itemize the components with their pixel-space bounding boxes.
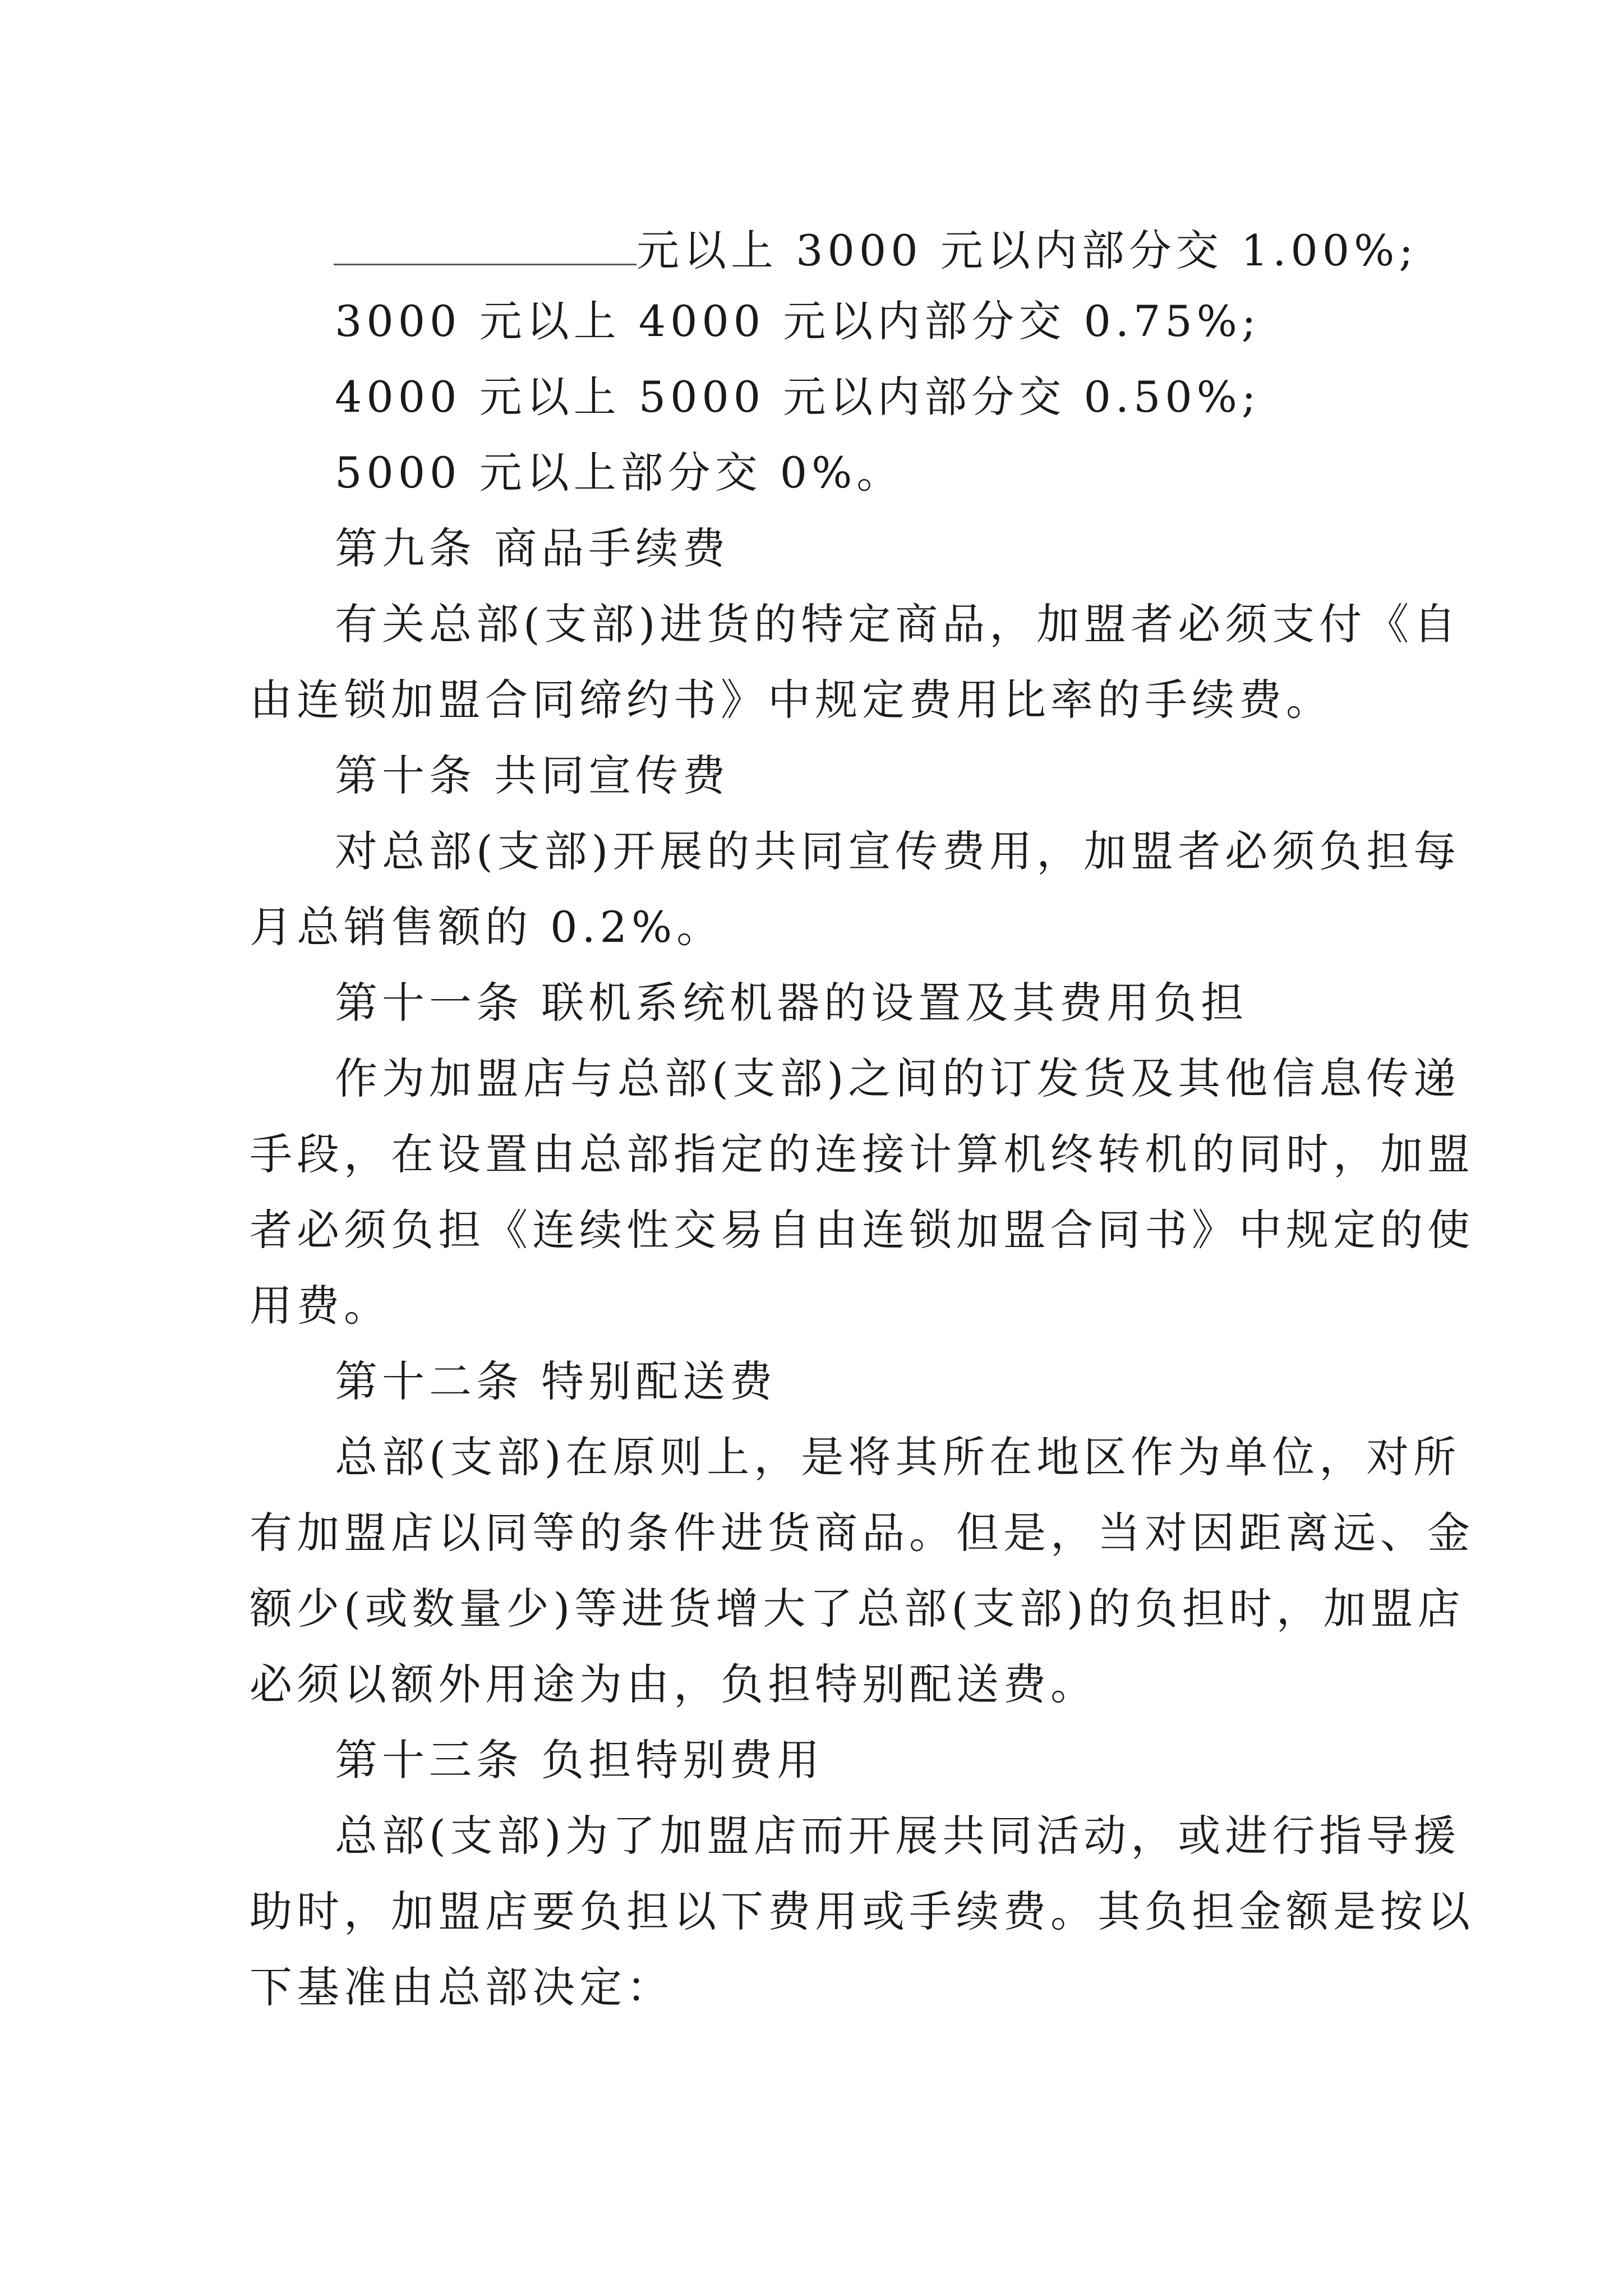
article-13-line-2: 助时，加盟店要负担以下费用或手续费。其负担金额是按以 [250,1887,1474,1936]
article-9-heading: 第九条 商品手续费 [335,523,730,573]
article-12-line-1: 总部(支部)在原则上，是将其所在地区作为单位，对所 [335,1432,1461,1482]
article-11-line-4: 用费。 [250,1281,391,1331]
fee-tier-3: 4000 元以上 5000 元以内部分交 0.50%; [335,372,1261,422]
fee-tier-1-text: 元以上 3000 元以内部分交 1.00%; [637,226,1418,275]
article-11-line-2: 手段，在设置由总部指定的连接计算机终转机的同时，加盟 [250,1129,1474,1179]
fee-tier-4: 5000 元以上部分交 0%。 [335,448,904,498]
article-10-line-1: 对总部(支部)开展的共同宣传费用，加盟者必须负担每 [335,826,1461,876]
fee-tier-1 [334,224,1418,275]
article-11-heading: 第十一条 联机系统机器的设置及其费用负担 [335,978,1248,1028]
article-12-line-2: 有加盟店以同等的条件进货商品。但是，当对因距离远、金 [250,1508,1474,1558]
article-13-line-3: 下基准由总部决定： [250,1962,674,2012]
fee-tier-2: 3000 元以上 4000 元以内部分交 0.75%; [335,296,1261,346]
article-11-line-1: 作为加盟店与总部(支部)之间的订发货及其他信息传递 [335,1053,1461,1103]
article-9-line-2: 由连锁加盟合同缔约书》中规定费用比率的手续费。 [250,675,1333,725]
fill-in-blank [334,224,637,265]
article-12-line-4: 必须以额外用途为由，负担特别配送费。 [250,1659,1098,1709]
article-12-line-3: 额少(或数量少)等进货增大了总部(支部)的负担时，加盟店 [250,1584,1465,1634]
article-10-heading: 第十条 共同宣传费 [335,751,730,800]
article-13-line-1: 总部(支部)为了加盟店而开展共同活动，或进行指导援 [335,1811,1461,1861]
article-13-heading: 第十三条 负担特别费用 [335,1735,824,1785]
article-9-line-1: 有关总部(支部)进货的特定商品，加盟者必须支付《自 [335,599,1461,649]
article-10-line-2: 月总销售额的 0.2%。 [250,902,724,952]
article-12-heading: 第十二条 特别配送费 [335,1356,777,1406]
article-11-line-3: 者必须负担《连续性交易自由连锁加盟合同书》中规定的使 [250,1205,1474,1255]
